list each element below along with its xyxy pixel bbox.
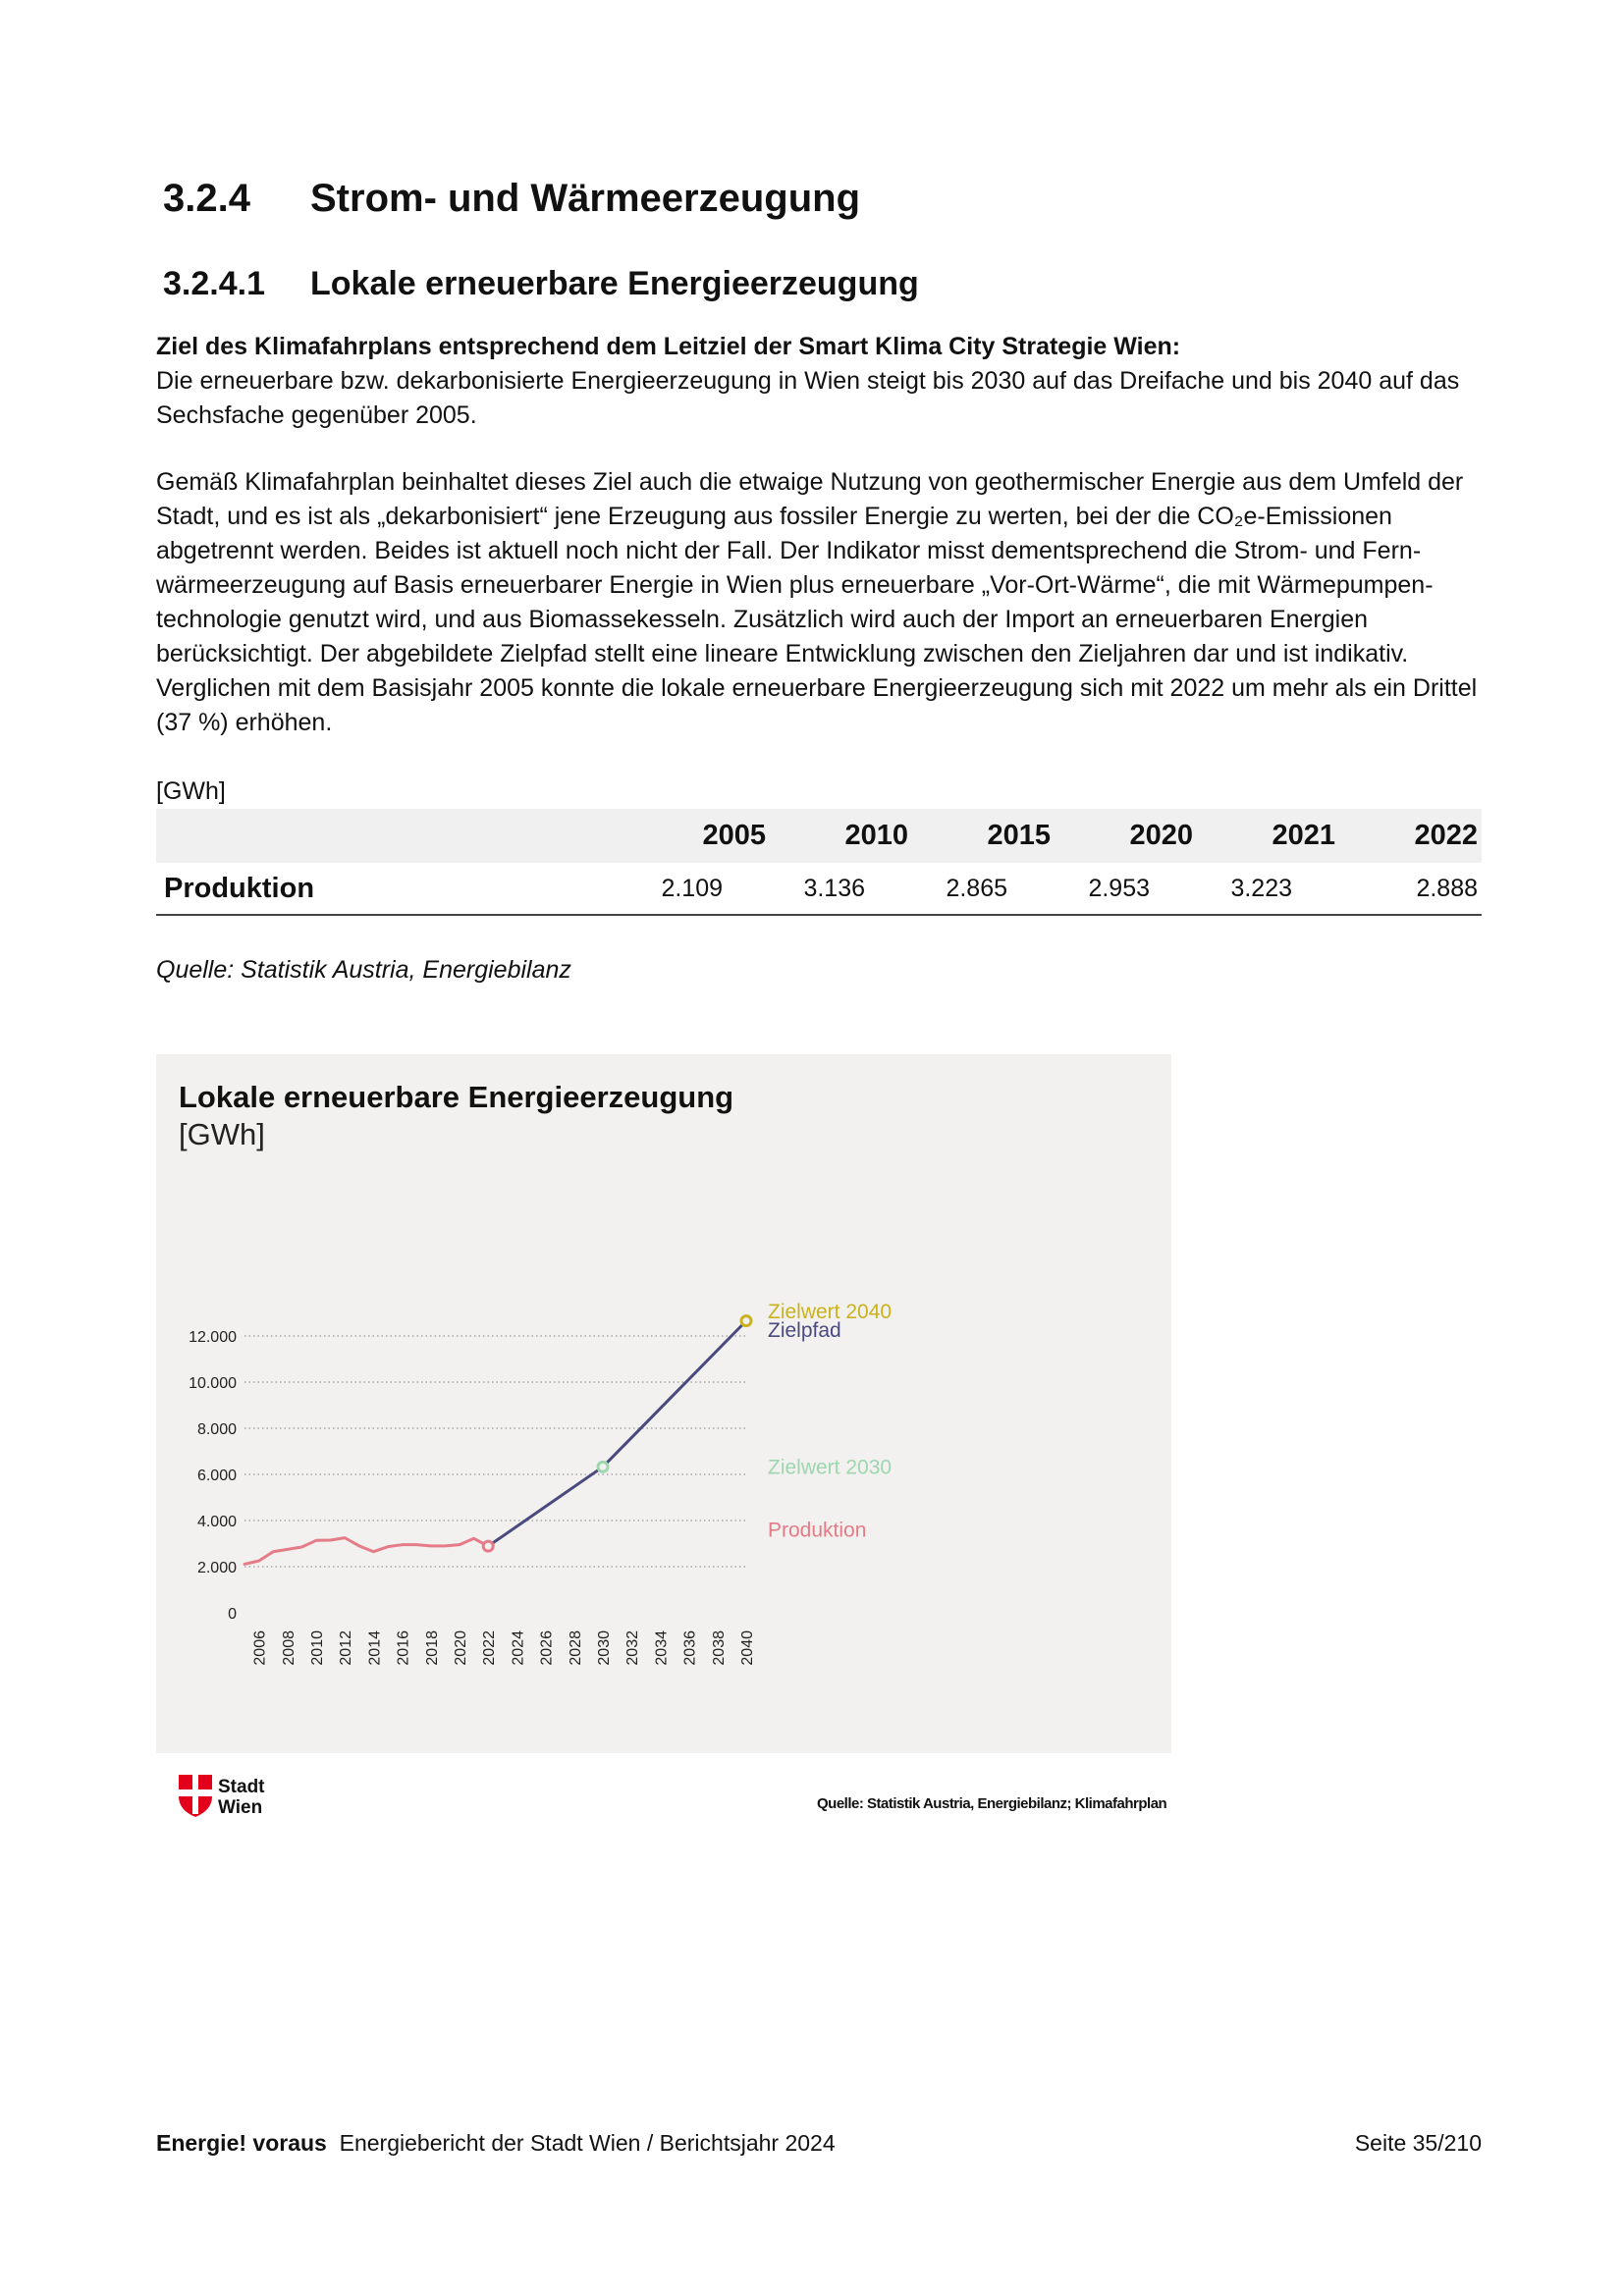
x-tick-label: 2040 [739, 1630, 756, 1666]
chart-unit: [GWh] [179, 1117, 265, 1151]
chart-title: Lokale erneuerbare Energieerzeugung [179, 1080, 734, 1114]
table-source: Quelle: Statistik Austria, Energiebilanz [156, 956, 571, 984]
x-tick-label: 2024 [510, 1630, 527, 1666]
table-cell: 2.953 [1088, 874, 1150, 902]
table-cell: 3.223 [1230, 874, 1292, 902]
x-tick-label: 2026 [538, 1630, 556, 1666]
x-tick-label: 2010 [309, 1630, 326, 1666]
x-tick-label: 2012 [338, 1630, 355, 1666]
table-header-year: 2022 [1414, 820, 1478, 851]
legend-label-zielwert-2040: Zielwert 2040 [768, 1301, 893, 1324]
y-tick-label: 10.000 [189, 1375, 237, 1392]
table-cell: 2.865 [946, 874, 1007, 902]
stadt-wien-logo-mark [179, 1773, 297, 1818]
footer-page-number: Seite 35/210 [1354, 2130, 1482, 2156]
table-row-label: Produktion [164, 872, 315, 904]
table-header-year: 2010 [844, 820, 908, 851]
legend-label-produktion: Produktion [768, 1519, 867, 1542]
y-tick-label: 4.000 [196, 1514, 237, 1530]
x-tick-label: 2018 [423, 1630, 441, 1666]
chart-plot [156, 1054, 1171, 1753]
marker-zielwert-2030 [598, 1462, 608, 1471]
goal-text: Die erneuerbare bzw. dekarbonisierte Energieerzeugung in Wien steigt bis 2030 auf das Dreifache und bis 2040 auf das Sechsfache gegenüber 2005. [156, 367, 1460, 429]
x-tick-label: 2014 [366, 1630, 384, 1666]
y-tick-label: 0 [228, 1606, 237, 1623]
table-header-year: 2005 [702, 820, 766, 851]
chart-source: Quelle: Statistik Austria, Energiebilanz; Klimafahrplan [817, 1795, 1167, 1812]
legend-label-zielpfad: Zielpfad [768, 1319, 841, 1343]
logo-text-wien: Wien [218, 1797, 263, 1818]
table-header-year: 2021 [1272, 820, 1335, 851]
table-cell: 2.888 [1416, 874, 1478, 902]
y-tick-label: 12.000 [189, 1329, 237, 1346]
series-line-zielpfad [488, 1321, 746, 1547]
x-tick-label: 2034 [653, 1630, 671, 1666]
table-cell: 2.109 [661, 874, 723, 902]
marker-produktion [483, 1541, 493, 1551]
y-tick-label: 2.000 [196, 1560, 237, 1576]
x-tick-label: 2016 [395, 1630, 412, 1666]
x-tick-label: 2020 [453, 1630, 469, 1666]
section-number: 3.2.4 [163, 177, 250, 220]
subsection-title: Lokale erneuerbare Energieerzeugung [310, 265, 919, 302]
subsection-heading [163, 265, 919, 303]
table-cell: 3.136 [803, 874, 865, 902]
x-tick-label: 2038 [710, 1630, 728, 1666]
x-tick-label: 2022 [481, 1630, 499, 1666]
y-tick-label: 6.000 [196, 1468, 237, 1484]
section-title: Strom- und Wärmeerzeugung [310, 177, 861, 220]
legend-label-zielwert-2030: Zielwert 2030 [768, 1456, 893, 1479]
body-paragraph: Gemäß Klimafahrplan beinhaltet dieses Ziel auch die etwaige Nutzung von geothermischer Energie aus dem Umfeld der Stadt, und es ist als „dekarbonisiert“ jene Erzeugung aus fossiler Energie zu werten, bei der die CO₂e-Emissionen abgetrennt werden. Beides ist aktuell noch nicht der Fall. Der Indikator misst dementsprechend die Strom- und Fernwärmeerzeugung auf Basis erneuerbarer Energie in Wien plus erneuerbare „Vor-Ort-Wärme“, die mit Wärmepumpentechnologie genutzt wird, und aus Biomassekesseln. Zusätzlich wird auch der Import an erneuerbaren Energien berücksichtigt. Der abgebildete Zielpfad stellt eine lineare Entwicklung zwischen den Zieljahren dar und ist indikativ. Verglichen mit dem Basisjahr 2005 konnte die lokale erneuerbare Energieerzeugung sich mit 2022 um mehr als ein Drittel (37 %) erhöhen. [156, 468, 1478, 736]
table-header-empty [156, 809, 627, 863]
x-tick-label: 2032 [624, 1630, 642, 1666]
stadt-wien-logo [179, 1773, 297, 1823]
goal-heading: Ziel des Klimafahrplans entsprechend dem Leitziel der Smart Klima City Strategie Wien: [156, 333, 1181, 360]
table-header-row [156, 809, 1482, 863]
production-table [156, 809, 1482, 916]
table-header-year: 2020 [1129, 820, 1193, 851]
table-unit: [GWh] [156, 777, 226, 805]
footer-brand: Energie! voraus [156, 2130, 327, 2156]
subsection-number: 3.2.4.1 [163, 265, 265, 302]
marker-zielwert-2040 [741, 1316, 751, 1326]
x-tick-label: 2008 [280, 1630, 298, 1666]
x-tick-label: 2036 [681, 1630, 699, 1666]
table-header-year: 2015 [987, 820, 1051, 851]
footer-left [156, 2130, 836, 2157]
y-tick-label: 8.000 [196, 1421, 237, 1438]
x-tick-label: 2030 [596, 1630, 613, 1666]
x-tick-label: 2006 [251, 1630, 269, 1666]
table-row [156, 863, 1482, 915]
series-line-produktion [244, 1538, 488, 1565]
footer-text: Energiebericht der Stadt Wien / Berichtsjahr 2024 [339, 2130, 836, 2156]
logo-text-stadt: Stadt [218, 1777, 265, 1797]
x-tick-label: 2028 [567, 1630, 584, 1666]
section-heading [163, 177, 860, 221]
